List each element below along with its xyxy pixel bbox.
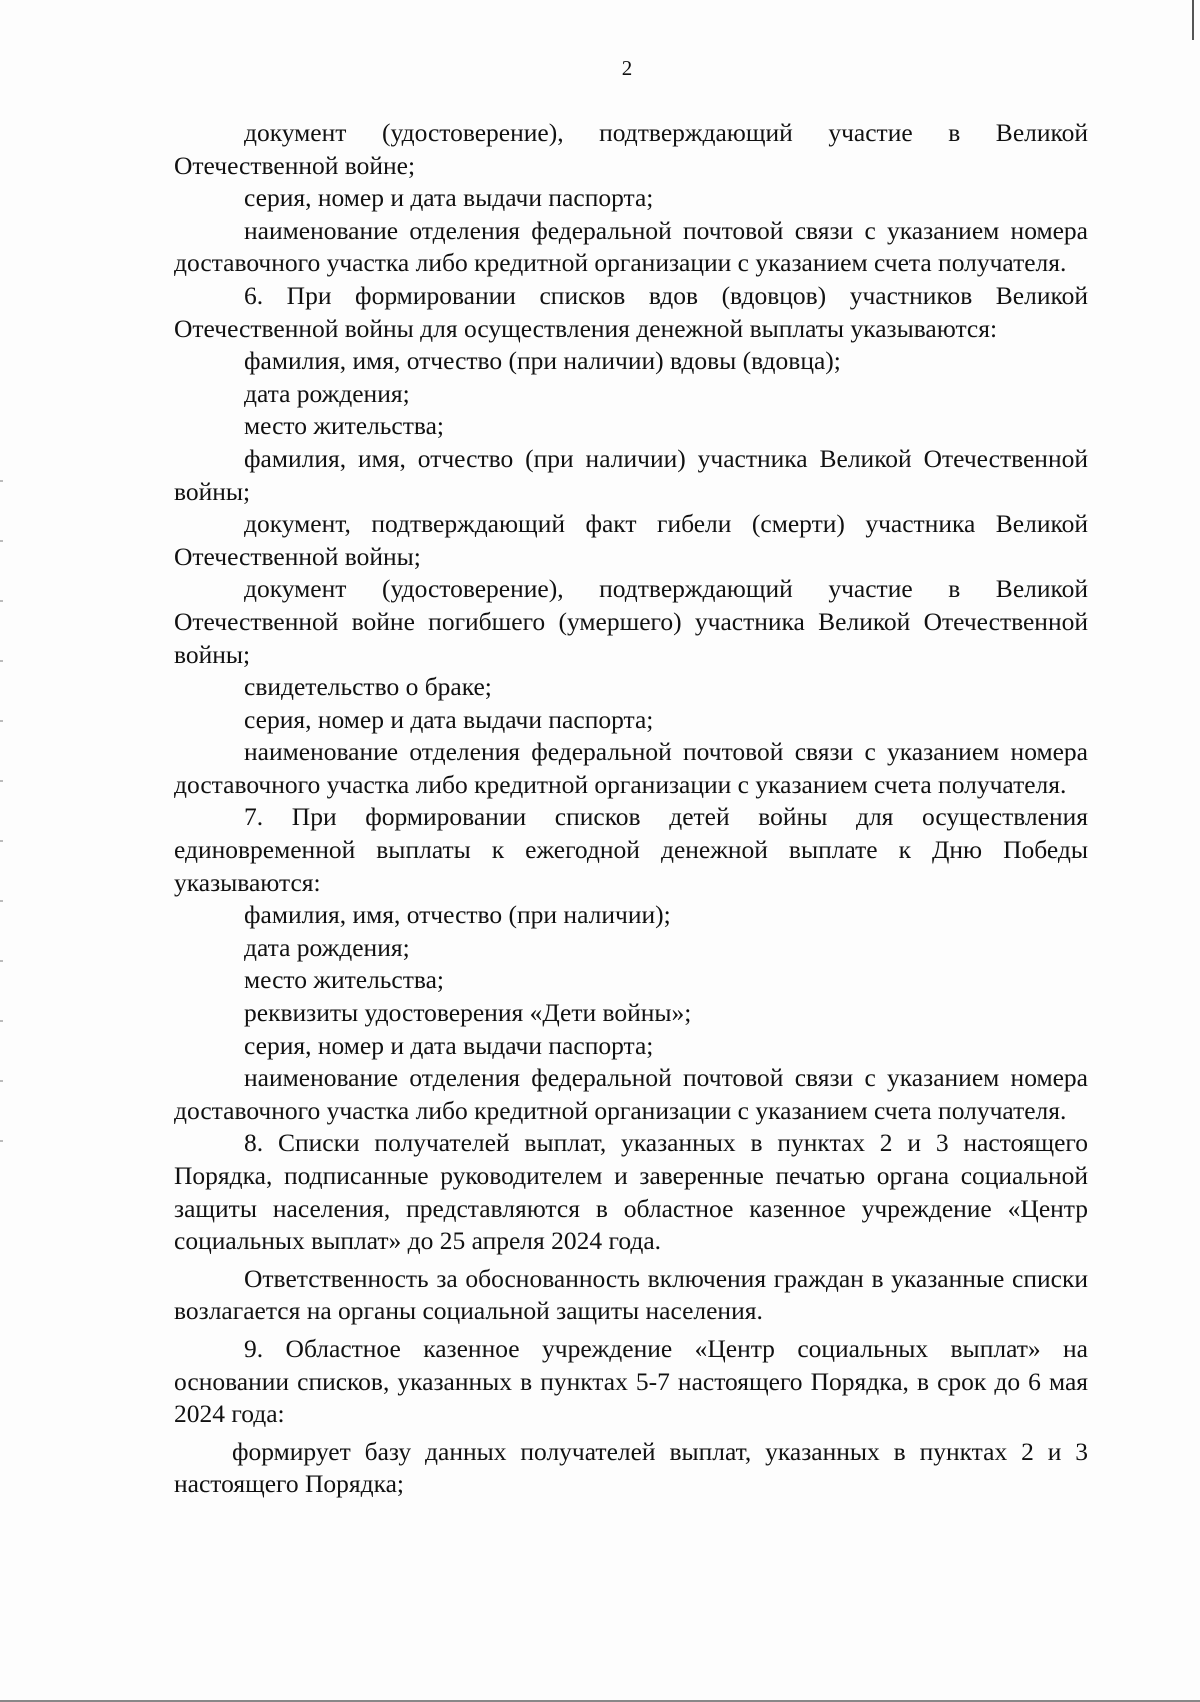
paragraph: свидетельство о браке; xyxy=(244,672,492,702)
paragraph: 7. При формировании списков детей войны для осуществления единовременной выплаты к ежегодной денежной выплате к Дню Победы указываются: xyxy=(174,802,1088,897)
paragraph: серия, номер и дата выдачи паспорта; xyxy=(244,1030,654,1060)
paragraph: фамилия, имя, отчество (при наличии) вдовы (вдовца); xyxy=(244,346,841,376)
paragraph: формирует базу данных получателей выплат, указанных в пунктах 2 и 3 настоящего Порядка; xyxy=(174,1436,1088,1499)
paragraph: место жительства; xyxy=(244,411,444,441)
paragraph: дата рождения; xyxy=(244,932,410,962)
paragraph: фамилия, имя, отчество (при наличии); xyxy=(244,900,671,930)
paragraph: наименование отделения федеральной почтовой связи с указанием номера доставочного участка либо кредитной организации с указанием счета получателя. xyxy=(174,737,1088,799)
paragraph: документ (удостоверение), подтверждающий участие в Великой Отечественной войне; xyxy=(174,118,1088,180)
paragraph: дата рождения; xyxy=(244,378,410,408)
paragraph: 8. Списки получателей выплат, указанных в пунктах 2 и 3 настоящего Порядка, подписанные руководителем и заверенные печатью органа социальной защиты населения, представляются в областное казенное учреждение «Центр социальных выплат» до 25 апреля 2024 года. xyxy=(174,1128,1088,1256)
paragraph: Ответственность за обоснованность включения граждан в указанные списки возлагается на органы социальной защиты населения. xyxy=(174,1263,1088,1326)
scan-margin-marks xyxy=(0,480,3,1180)
paragraph: 6. При формировании списков вдов (вдовцов) участников Великой Отечественной войны для осуществления денежной выплаты указываются: xyxy=(174,280,1088,343)
page-number: 2 xyxy=(621,56,633,80)
paragraph: наименование отделения федеральной почтовой связи с указанием номера доставочного участка либо кредитной организации с указанием счета получателя. xyxy=(174,1063,1088,1125)
paragraph: реквизиты удостоверения «Дети войны»; xyxy=(244,998,692,1028)
scan-edge-line xyxy=(1192,0,1194,40)
paragraph: серия, номер и дата выдачи паспорта; xyxy=(244,183,654,213)
paragraph: наименование отделения федеральной почтовой связи с указанием номера доставочного участка либо кредитной организации с указанием счета получателя. xyxy=(174,215,1088,278)
paragraph: место жительства; xyxy=(244,965,444,995)
paragraph: документ, подтверждающий факт гибели (смерти) участника Великой Отечественной войны; xyxy=(174,509,1088,571)
paragraph: 9. Областное казенное учреждение «Центр социальных выплат» на основании списков, указанных в пунктах 5-7 настоящего Порядка, в срок до 6 мая 2024 года: xyxy=(174,1333,1088,1429)
paragraph: фамилия, имя, отчество (при наличии) участника Великой Отечественной войны; xyxy=(174,443,1088,506)
paragraph: документ (удостоверение), подтверждающий участие в Великой Отечественной войне погибшего (умершего) участника Великой Отечественной войны; xyxy=(174,574,1088,669)
document-body xyxy=(174,117,1088,1501)
paragraph: серия, номер и дата выдачи паспорта; xyxy=(244,704,654,734)
